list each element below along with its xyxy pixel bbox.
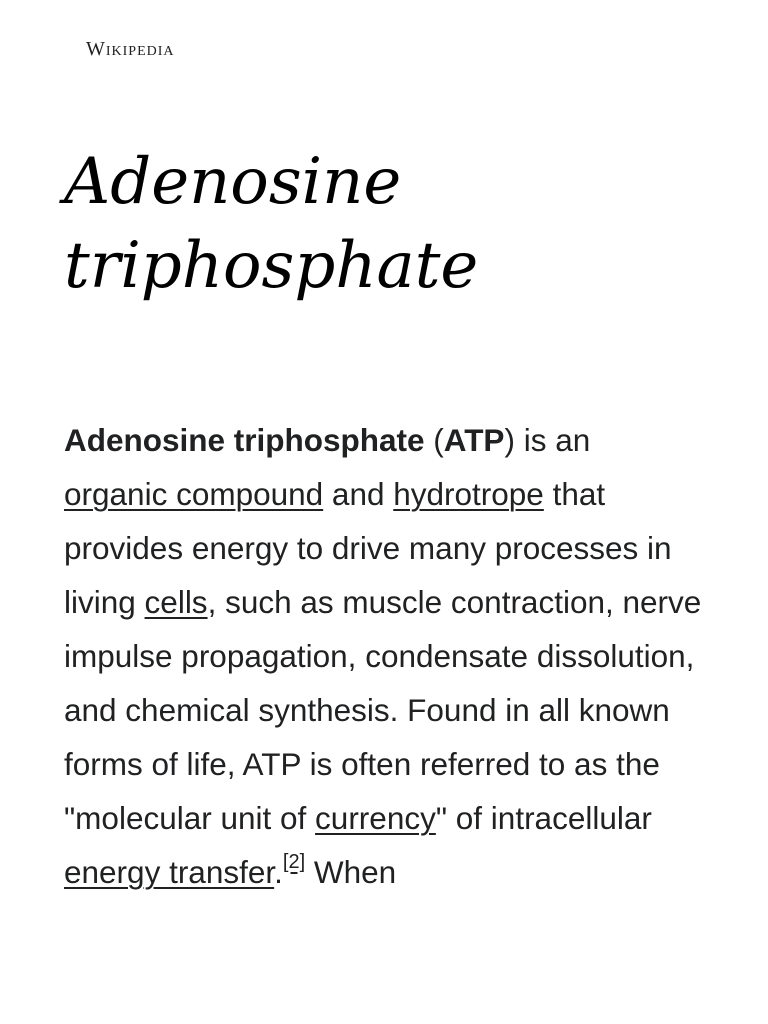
page-title bbox=[64, 140, 704, 308]
lead-paragraph bbox=[64, 413, 714, 899]
citation-superscript bbox=[283, 851, 305, 873]
text-run: When bbox=[305, 854, 397, 890]
bold-term-name: Adenosine triphosphate bbox=[64, 422, 425, 458]
bold-term-abbr: ATP bbox=[443, 422, 505, 458]
title-line-2: triphosphate bbox=[64, 229, 479, 303]
link-cells[interactable]: cells bbox=[144, 584, 208, 620]
link-hydrotrope[interactable]: hydrotrope bbox=[393, 476, 544, 512]
title-line-1: Adenosine bbox=[64, 145, 402, 219]
text-run: , such as muscle contraction, nerve impulse propagation, condensate dissolution, and chemical synthesis. Found in all known forms of life, ATP is often referred to as the "molecular unit of bbox=[64, 584, 702, 836]
link-energy-transfer[interactable]: energy transfer bbox=[64, 854, 275, 890]
citation-link-2[interactable]: [2] bbox=[282, 850, 306, 873]
wikipedia-wordmark[interactable]: Wikipedia bbox=[86, 38, 175, 60]
text-run: ( bbox=[424, 422, 444, 458]
text-run: . bbox=[274, 854, 283, 890]
text-run: and bbox=[323, 476, 394, 512]
text-run: ) is an bbox=[504, 422, 591, 458]
link-currency[interactable]: currency bbox=[315, 800, 436, 836]
link-organic-compound[interactable]: organic compound bbox=[64, 476, 324, 512]
text-run: that provides energy to drive many processes in living bbox=[64, 476, 672, 620]
text-run: " of intracellular bbox=[435, 800, 652, 836]
